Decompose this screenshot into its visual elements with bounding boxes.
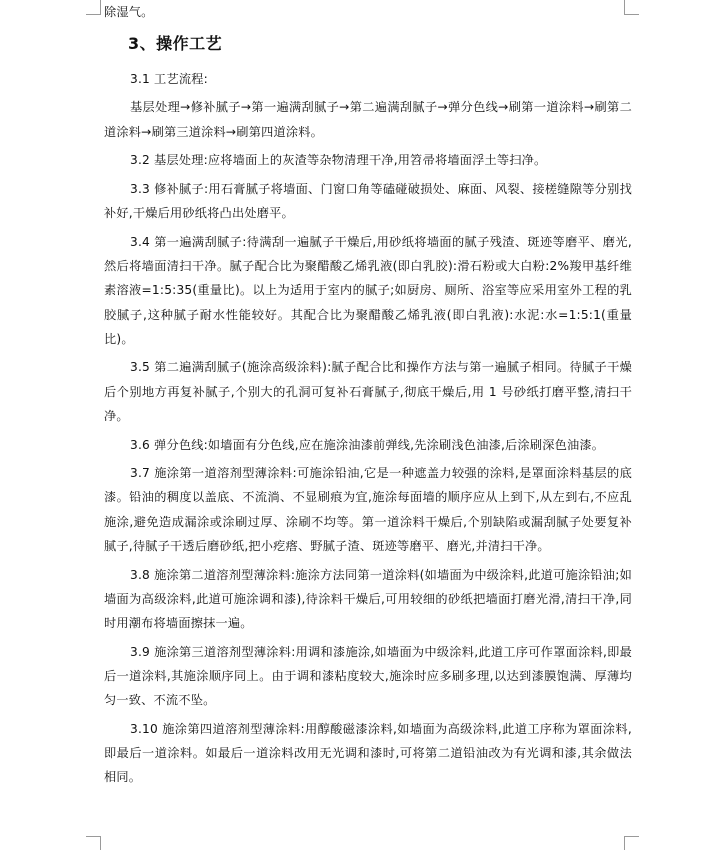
paragraph-3-3: 3.3 修补腻子:用石膏腻子将墙面、门窗口角等磕碰破损处、麻面、风裂、接槎缝隙等分别找补好,干燥后用砂纸将凸出处磨平。	[104, 182, 632, 221]
leading-text: 除湿气。	[104, 5, 154, 19]
crop-mark-bottom-right	[624, 836, 639, 850]
crop-mark-bottom-left	[86, 836, 101, 850]
paragraph-3-7: 3.7 施涂第一道溶剂型薄涂料:可施涂铅油,它是一种遮盖力较强的涂料,是罩面涂料基层的底漆。铅油的稠度以盖底、不流淌、不显刷痕为宜,施涂每面墙的顺序应从上到下,从左到右,不应乱施涂,避免造成漏涂或涂刷过厚、涂刷不均等。第一道涂料干燥后,个别缺陷或漏刮腻子处要复补腻子,待腻子干透后磨砂纸,把小疙瘩、野腻子渣、斑迹等磨平、磨光,并清扫干净。	[104, 466, 632, 553]
paragraph-3-8: 3.8 施涂第二道溶剂型薄涂料:施涂方法同第一道涂料(如墙面为中级涂料,此道可施涂铅油;如墙面为高级涂料,此道可施涂调和漆),待涂料干燥后,可用较细的砂纸把墙面打磨光滑,清扫干净,同时用潮布将墙面擦抹一遍。	[104, 567, 632, 630]
crop-mark-top-left	[86, 0, 101, 15]
section-heading: 3、操作工艺	[128, 33, 223, 53]
document-body	[104, 0, 632, 794]
paragraph-3-9: 3.9 施涂第三道溶剂型薄涂料:用调和漆施涂,如墙面为中级涂料,此道工序可作罩面涂料,即最后一道涂料,其施涂顺序同上。由于调和漆粘度较大,施涂时应多刷多理,以达到漆膜饱满、厚薄均匀一致、不流不坠。	[104, 644, 632, 708]
paragraph-3-2: 3.2 基层处理:应将墙面上的灰渣等杂物清理干净,用笤帚将墙面浮土等扫净。	[130, 153, 547, 168]
paragraph-process-flow: 基层处理→修补腻子→第一遍满刮腻子→第二遍满刮腻子→弹分色线→刷第一道涂料→刷第二道涂料→刷第三道涂料→刷第四道涂料。	[104, 100, 632, 139]
paragraph-3-5: 3.5 第二遍满刮腻子(施涂高级涂料):腻子配合比和操作方法与第一遍腻子相同。待腻子干燥后个别地方再复补腻子,个别大的孔洞可复补石膏腻子,彻底干燥后,用 1 号砂纸打磨平整,清扫干净。	[104, 360, 632, 423]
paragraph-3-1: 3.1 工艺流程:	[130, 71, 208, 86]
paragraph-3-6: 3.6 弹分色线:如墙面有分色线,应在施涂油漆前弹线,先涂刷浅色油漆,后涂刷深色油漆。	[130, 437, 605, 452]
paragraph-3-10: 3.10 施涂第四道溶剂型薄涂料:用醇酸磁漆涂料,如墙面为高级涂料,此道工序称为罩面涂料,即最后一道涂料。如最后一道涂料改用无光调和漆时,可将第二道铅油改为有光调和漆,其余做法相同。	[104, 721, 632, 785]
paragraph-3-4: 3.4 第一遍满刮腻子:待满刮一遍腻子干燥后,用砂纸将墙面的腻子残渣、斑迹等磨平、磨光,然后将墙面清扫干净。腻子配合比为聚醋酸乙烯乳液(即白乳胶):滑石粉或大白粉:2%羧甲基纤维素溶液=1:5:35(重量比)。以上为适用于室内的腻子;如厨房、厕所、浴室等应采用室外工程的乳胶腻子,这种腻子耐水性能较好。其配合比为聚醋酸乙烯乳液(即白乳液):水泥:水=1:5:1(重量比)。	[104, 234, 632, 346]
